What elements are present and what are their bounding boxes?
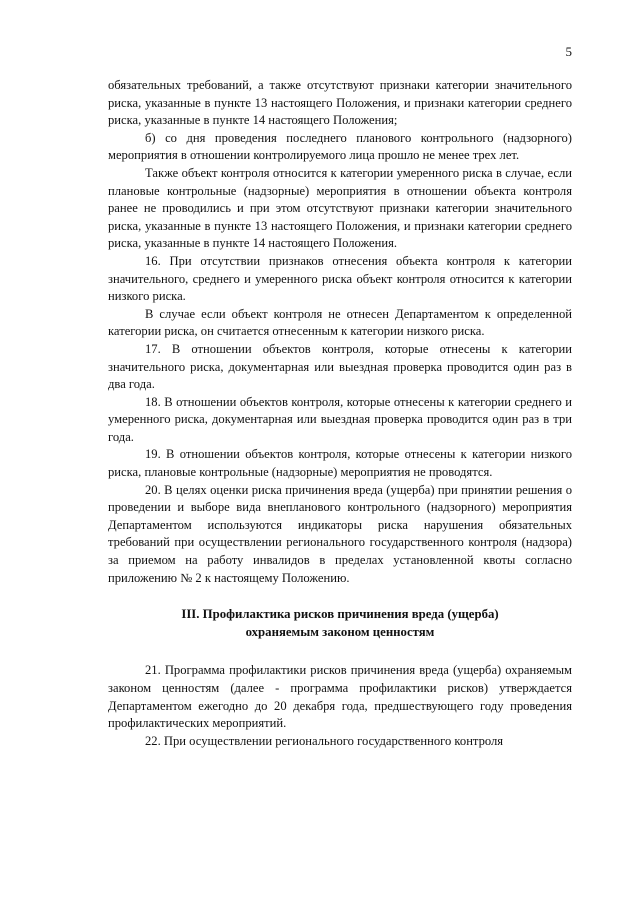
paragraph-clause-17: 17. В отношении объектов контроля, которые отнесены к категории значительного риска, документарная или выездная проверка проводится один раз в два года. [108, 341, 572, 392]
paragraph-clause-18: 18. В отношении объектов контроля, которые отнесены к категории среднего и умеренного риска, документарная или выездная проверка проводится один раз в три года. [108, 394, 572, 444]
paragraph-clause-21: 21. Программа профилактики рисков причинения вреда (ущерба) охраняемым законом ценностям (далее - программа профилактики рисков) утверждается Департаментом ежегодно до 20 декабря года, предшествующего году проведения профилактических мероприятий. [108, 663, 572, 731]
section-heading-line-2: охраняемым законом ценностям [245, 624, 435, 639]
page-number: 5 [565, 44, 572, 59]
section-heading-line-1: III. Профилактика рисков причинения вреда (ущерба) [181, 607, 499, 622]
paragraph-moderate-risk: Также объект контроля относится к категории умеренного риска в случае, если плановые контрольные (надзорные) мероприятия в отношении объекта контроля ранее не проводились и при этом отсутствуют признаки категории значительного риска, указанные в пункте 13 настоящего Положения, и признаки категории среднего риска, указанные в пункте 14 настоящего Положения. [108, 165, 572, 251]
paragraph-item-b: б) со дня проведения последнего планового контрольного (надзорного) мероприятия в отношении контролируемого лица прошло не менее трех лет. [108, 130, 572, 163]
paragraph-clause-22: 22. При осуществлении регионального государственного контроля [145, 733, 504, 748]
paragraph-low-risk-default: В случае если объект контроля не отнесен Департаментом к определенной категории риска, он считается отнесенным к категории низкого риска. [108, 306, 572, 339]
paragraphs-before-heading [108, 77, 572, 587]
paragraph-clause-19: 19. В отношении объектов контроля, которые отнесены к категории низкого риска, плановые контрольные (надзорные) мероприятия не проводятся. [108, 447, 572, 480]
paragraph-clause-20: 20. В целях оценки риска причинения вреда (ущерба) при принятии решения о проведении и выборе вида внепланового контрольного (надзорного) мероприятия Департаментом используются индикаторы риска нарушения обязательных требований при осуществлении регионального государственного контроля (надзора) за приемом на работу инвалидов в пределах установленной квоты согласно приложению № 2 к настоящему Положению. [108, 482, 572, 585]
paragraph-continuation: обязательных требований, а также отсутствуют признаки категории значительного риска, указанные в пункте 13 настоящего Положения, и признаки категории среднего риска, указанные в пункте 14 настоящего Положения; [108, 78, 572, 128]
section-heading [108, 606, 572, 641]
paragraphs-after-heading [108, 662, 572, 750]
document-body [108, 77, 572, 750]
paragraph-clause-16: 16. При отсутствии признаков отнесения объекта контроля к категории значительного, среднего и умеренного риска объект контроля относится к категории низкого риска. [108, 253, 572, 304]
